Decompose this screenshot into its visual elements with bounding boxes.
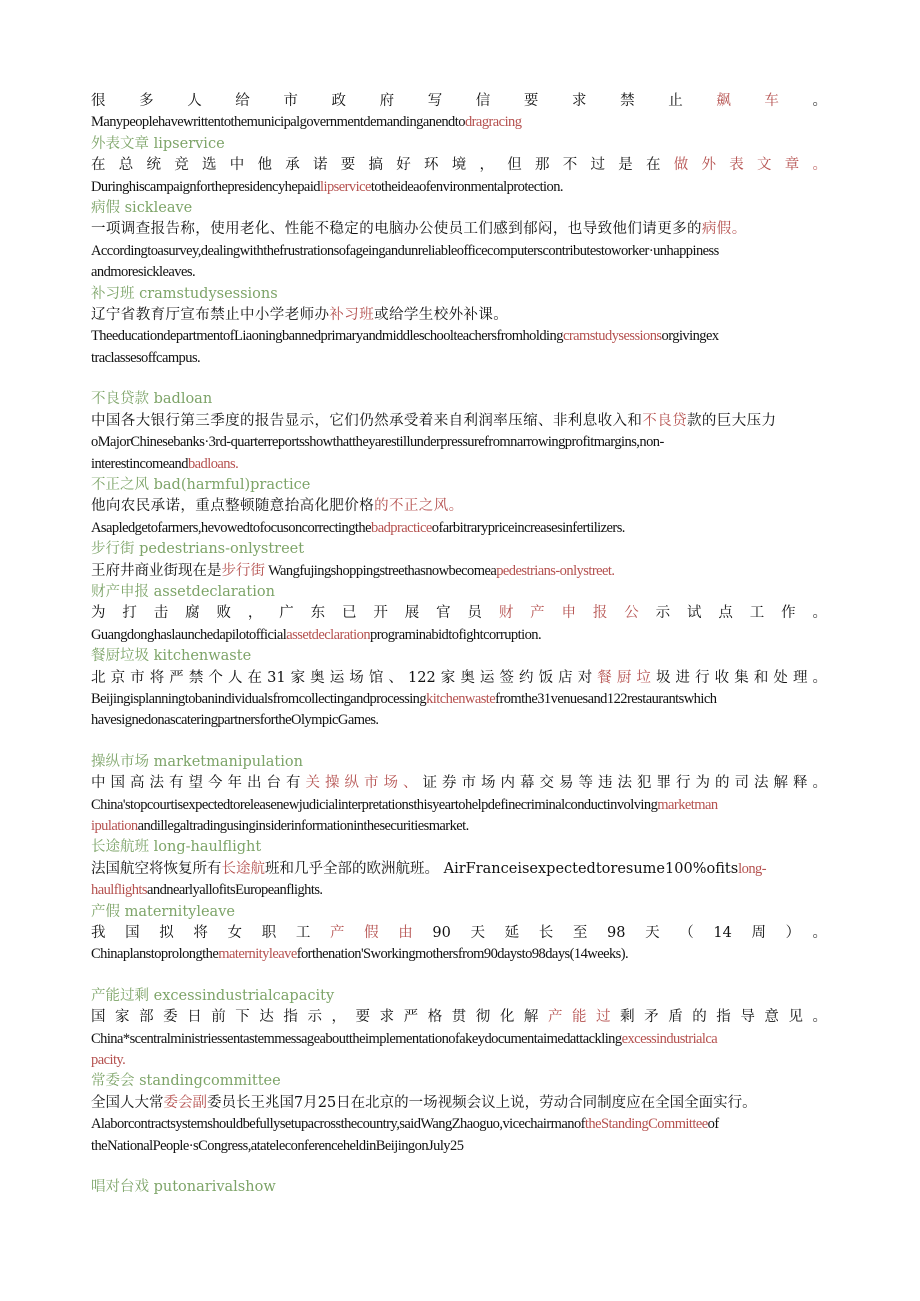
english-sentence: Manypeoplehavewrittentothemunicipalgovernmentdemandinganendtodragracing bbox=[91, 114, 522, 131]
term-heading: 产假 maternityleave bbox=[91, 903, 235, 920]
english-sentence-cont: theNationalPeople·sCongress,atateleconferenceheldinBeijingonJuly25 bbox=[91, 1137, 464, 1154]
english-sentence-cont: havesignedonascateringpartnersfortheOlympicGames. bbox=[91, 712, 379, 729]
term-heading: 步行街 pedestrians-onlystreet bbox=[91, 541, 305, 558]
term-heading: 餐厨垃圾 kitchenwaste bbox=[91, 648, 252, 665]
chinese-sentence: 一项调查报告称，使用老化、性能不稳定的电脑办公使员工们感到郁闷，也导致他们请更多的病假。 bbox=[91, 221, 747, 238]
english-sentence-cont: ipulationandillegaltradingusinginsiderinformationinthesecuritiesmarket. bbox=[91, 818, 469, 834]
english-sentence: Chinaplanstoprolongthematernityleaveforthenation'Sworkingmothersfrom90daysto98days(14weeks). bbox=[91, 946, 629, 963]
english-sentence: China'stopcourtisexpectedtoreleasenewjudicialinterpretationsthisyeartohelpdefinecriminalconductinvolvingmarketman bbox=[91, 796, 718, 813]
term-heading: 病假 sickleave bbox=[91, 200, 193, 217]
section-gap bbox=[91, 369, 827, 389]
mixed-sentence: 王府井商业街现在是步行街 Wangfujingshoppingstreethasnowbecomeapedestrians-onlystreet. bbox=[91, 562, 615, 579]
english-sentence: Guangdonghaslaunchedapilotofficialassetdeclarationprograminabidtofightcorruption. bbox=[91, 626, 542, 643]
english-sentence: Duringhiscampaignforthepresidencyhepaidlipservicetotheideaofenvironmentalprotection. bbox=[91, 178, 564, 195]
english-sentence: Alaborcontractsystemshouldbefullysetupacrossthecountry,saidWangZhaoguo,vicechairmanoftheStandingCommitteeof bbox=[91, 1116, 719, 1133]
english-sentence: Beijingisplanningtobanindividualsfromcollectingandprocessingkitchenwastefromthe31venuesand122restaurantswhich bbox=[91, 690, 717, 707]
english-sentence: oMajorChinesebanks·3rd-quarterreportsshowthattheyarestillunderpressurefromnarrowingprofitmargins,non- bbox=[91, 434, 664, 451]
chinese-sentence: 为打击腐败，广东已开展官员财产申报公示试点工作。 bbox=[91, 605, 827, 622]
term-heading: 长途航班 long-haulflight bbox=[91, 839, 262, 856]
chinese-sentence: 他向农民承诺，重点整顿随意抬高化肥价格的不正之风。 bbox=[91, 498, 464, 515]
chinese-sentence: 全国人大常委会副委员长王兆国7月25日在北京的一场视频会议上说，劳动合同制度应在全国全面实行。 bbox=[91, 1094, 757, 1111]
chinese-sentence: 中国高法有望今年出台有关操纵市场、证券市场内幕交易等违法犯罪行为的司法解释。 bbox=[91, 775, 827, 792]
term-heading: 产能过剩 excessindustrialcapacity bbox=[91, 987, 335, 1004]
chinese-sentence: 很多人给市政府写信要求禁止飙车。 bbox=[91, 93, 827, 109]
document-page bbox=[91, 91, 827, 1199]
term-heading: 不正之风 bad(harmful)practice bbox=[91, 476, 311, 493]
term-heading: 操纵市场 marketmanipulation bbox=[91, 753, 303, 770]
chinese-sentence: 辽宁省教育厅宣布禁止中小学老师办补习班或给学生校外补课。 bbox=[91, 307, 509, 324]
english-sentence: TheeducationdepartmentofLiaoningbannedprimaryandmiddleschoolteachersfromholdingcramstudysessionsorgivingex bbox=[91, 328, 719, 345]
term-heading: 补习班 cramstudysessions bbox=[91, 285, 278, 302]
chinese-sentence: 国家部委日前下达指示，要求严格贯彻化解产能过剩矛盾的指导意见。 bbox=[91, 1009, 827, 1026]
term-heading: 不良贷款 badloan bbox=[91, 391, 213, 408]
english-sentence: Asapledgetofarmers,hevowedtofocusoncorrectingthebadpracticeofarbitrarypriceincreasesinfertilizers. bbox=[91, 519, 625, 536]
term-heading: 唱对台戏 putonarivalshow bbox=[91, 1179, 276, 1196]
chinese-sentence: 中国各大银行第三季度的报告显示，它们仍然承受着来自利润率压缩、非利息收入和不良贷款的巨大压力 bbox=[91, 412, 777, 429]
section-gap bbox=[91, 966, 827, 986]
english-sentence-cont: pacity. bbox=[91, 1052, 126, 1069]
chinese-sentence: 我国拟将女职工产假由90天延长至98天（14周）。 bbox=[91, 925, 827, 942]
section-gap bbox=[91, 732, 827, 752]
term-heading: 外表文章 lipservice bbox=[91, 135, 225, 152]
term-heading: 常委会 standingcommittee bbox=[91, 1073, 281, 1090]
section-gap bbox=[91, 1157, 827, 1177]
english-sentence-cont: traclassesoffcampus. bbox=[91, 349, 201, 366]
english-sentence: China*scentralministriessentastemmessageabouttheimplementationofakeydocumentaimedattacklingexcessindustrialca bbox=[91, 1030, 718, 1047]
english-sentence-cont: interestincomeandbadloans. bbox=[91, 455, 239, 472]
chinese-sentence: 北京市将严禁个人在31家奥运场馆、122家奥运签约饭店对餐厨垃圾进行收集和处理。 bbox=[91, 669, 827, 686]
mixed-sentence: 法国航空将恢复所有长途航班和几乎全部的欧洲航班。 AirFranceisexpectedtoresume100%ofitslong- bbox=[91, 860, 766, 877]
chinese-sentence: 在总统竞选中他承诺要搞好环境，但那不过是在做外表文章。 bbox=[91, 157, 827, 174]
term-heading: 财产申报 assetdeclaration bbox=[91, 583, 275, 600]
english-sentence: Accordingtoasurvey,dealingwiththefrustrationsofageingandunreliableofficecomputerscontributestoworker·unhappiness bbox=[91, 242, 719, 259]
english-sentence-cont: andmoresickleaves. bbox=[91, 264, 196, 281]
english-sentence-cont: haulflightsandnearlyallofitsEuropeanflights. bbox=[91, 882, 323, 899]
